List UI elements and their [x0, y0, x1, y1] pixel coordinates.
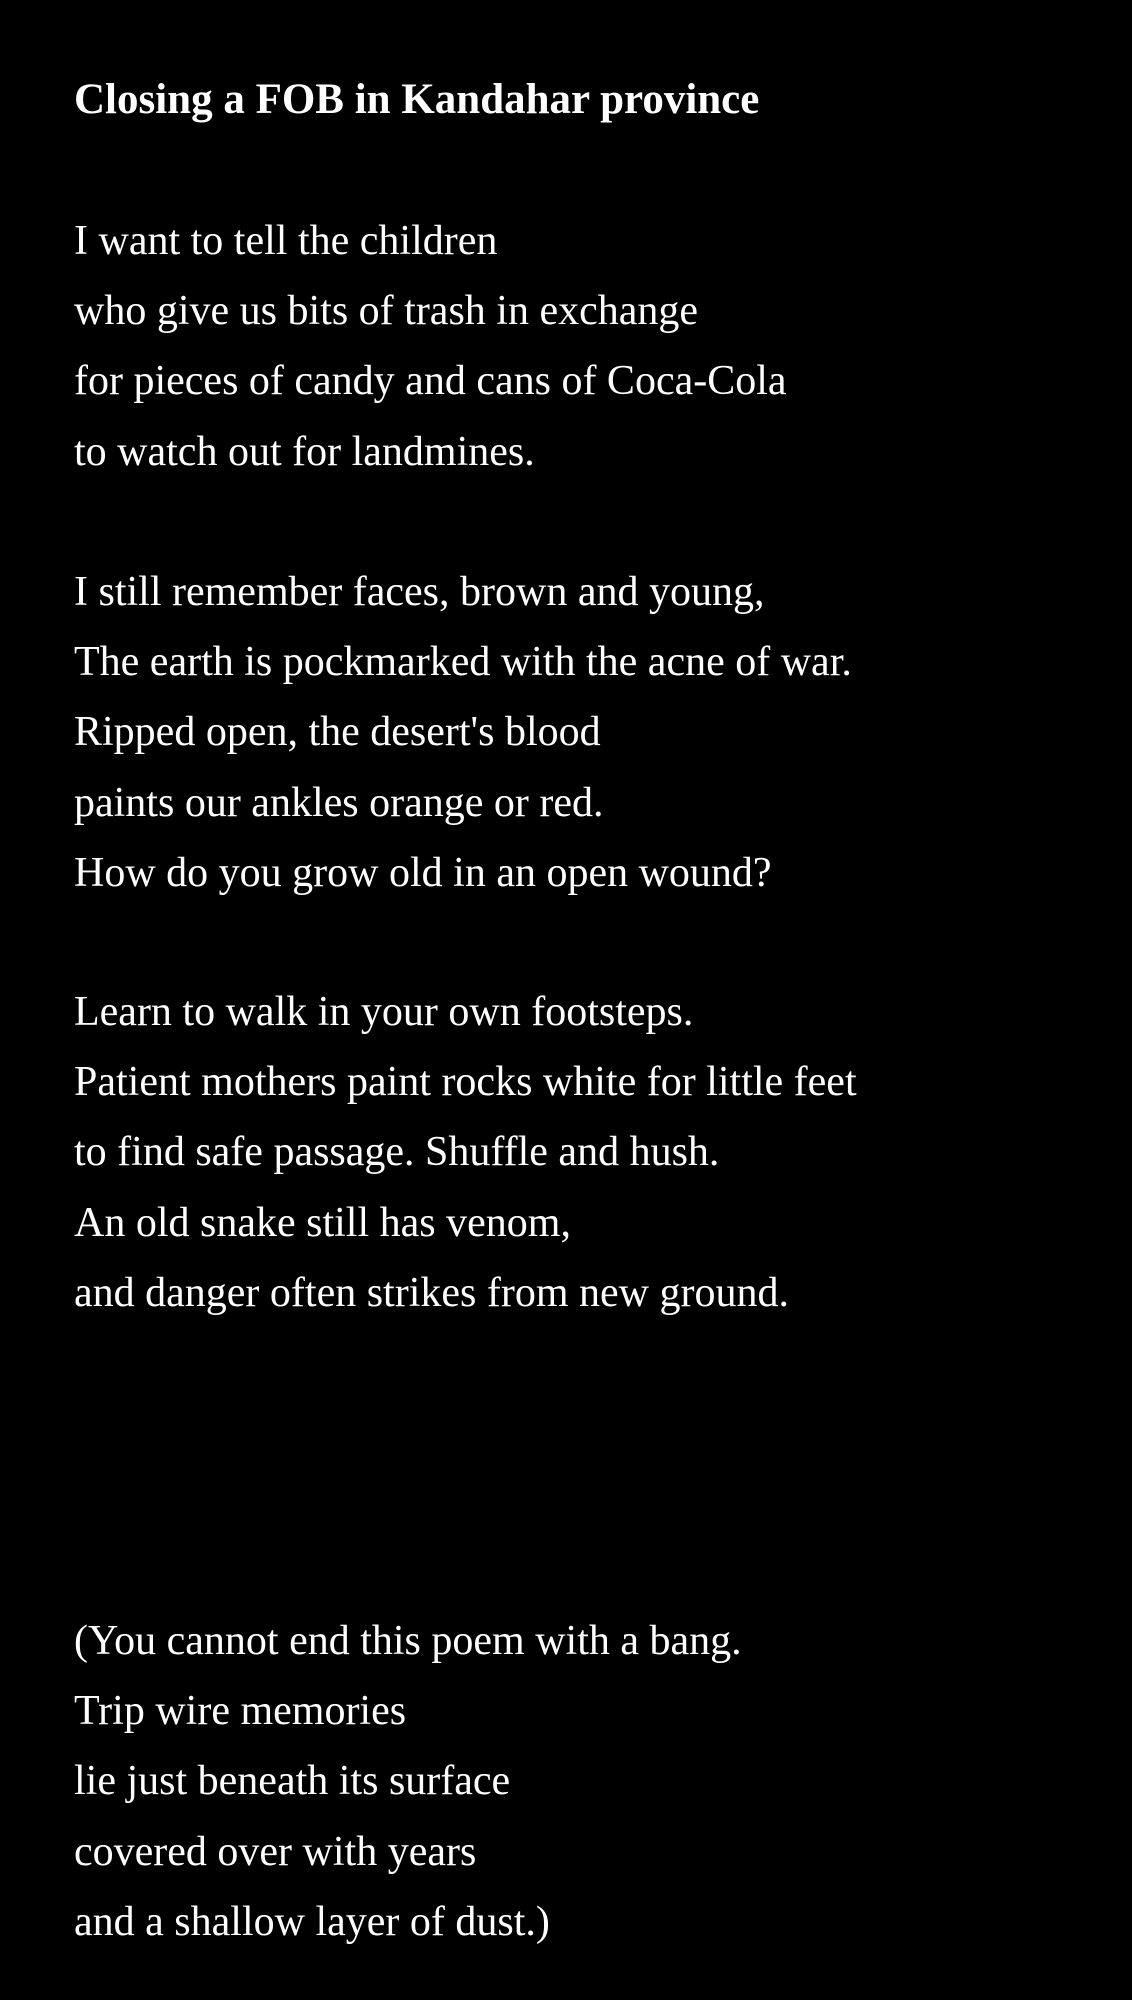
poem-line: An old snake still has venom, — [74, 1199, 571, 1246]
stanza-2 — [74, 557, 852, 908]
poem-line: to watch out for landmines. — [74, 428, 535, 475]
poem-line: (You cannot end this poem with a bang. — [74, 1618, 742, 1664]
poem-line: Learn to walk in your own footsteps. — [74, 989, 694, 1035]
poem-line: and a shallow layer of dust.) — [74, 1898, 550, 1945]
poem-line: covered over with years — [74, 1828, 477, 1875]
stanza-1 — [74, 206, 787, 487]
poem-line: paints our ankles orange or red. — [74, 779, 604, 826]
poem-line: who give us bits of trash in exchange — [74, 288, 699, 335]
stanza-3 — [74, 977, 857, 1328]
poem-line: lie just beneath its surface — [74, 1758, 511, 1805]
poem-line: The earth is pockmarked with the acne of war. — [74, 639, 852, 686]
poem-title: Closing a FOB in Kandahar province — [74, 76, 760, 123]
poem-line: How do you grow old in an open wound? — [74, 849, 772, 896]
poem-line: Trip wire memories — [74, 1688, 407, 1735]
poem-line: for pieces of candy and cans of Coca-Cola — [74, 358, 787, 405]
poem-line: I still remember faces, brown and young, — [74, 569, 765, 615]
poem-line: Ripped open, the desert's blood — [74, 709, 601, 756]
poem-line: I want to tell the children — [74, 218, 498, 264]
poem-line: to find safe passage. Shuffle and hush. — [74, 1129, 720, 1176]
poem-line: Patient mothers paint rocks white for little feet — [74, 1059, 857, 1106]
poem-line: and danger often strikes from new ground. — [74, 1269, 789, 1316]
stanza-4 — [74, 1606, 742, 1957]
